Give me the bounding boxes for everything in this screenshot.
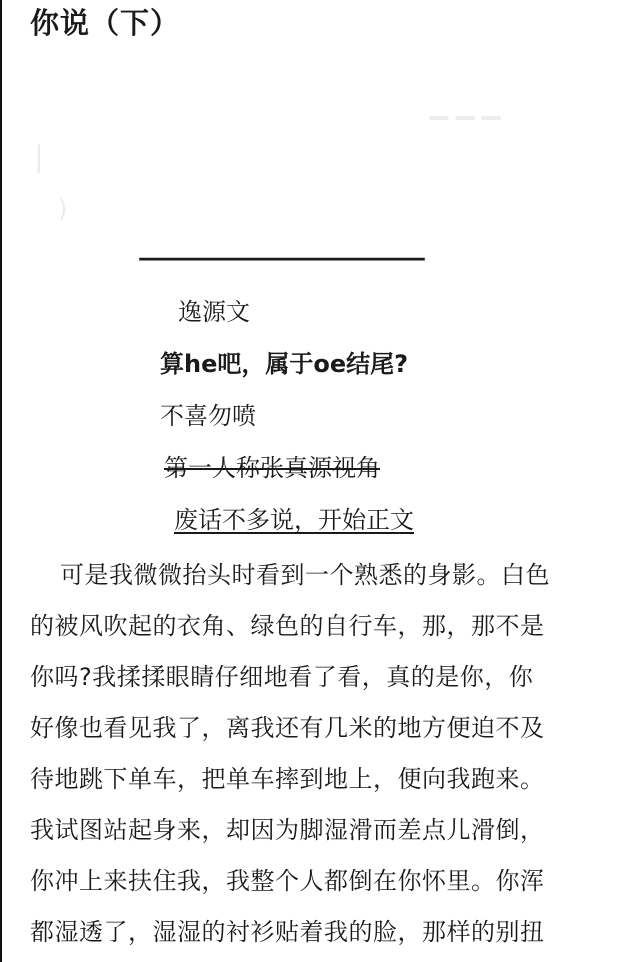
paragraph-line: 可是我微微抬头时看到一个熟悉的身影。白色 <box>60 561 550 589</box>
author-note: 逸源文 <box>178 298 250 326</box>
start-note: 废话不多说，开始正文 <box>174 506 414 534</box>
story-body <box>30 550 630 958</box>
paragraph-line: 好像也看见我了，离我还有几米的地方便迫不及 <box>30 714 545 742</box>
ending-note: 算he吧，属于oe结尾? <box>160 350 409 378</box>
paragraph-line: 待地跳下单车，把单车摔到地上，便向我跑来。 <box>30 765 545 793</box>
perspective-note: 第一人称张真源视角 <box>164 454 380 482</box>
paragraph-line: 我试图站起身来，却因为脚湿滑而差点儿滑倒， <box>30 816 545 844</box>
faded-mark: ▏ <box>38 145 57 173</box>
page-title: 你说（下） <box>30 6 181 40</box>
paragraph-line: 你冲上来扶住我，我整个人都倒在你怀里。你浑 <box>30 867 545 895</box>
paragraph-line: 你吗?我揉揉眼睛仔细地看了看，真的是你，你 <box>30 663 534 691</box>
left-border-line <box>0 0 2 962</box>
warning-note: 不喜勿喷 <box>160 402 256 430</box>
section-divider: ——————————————— <box>138 248 423 270</box>
paragraph-line: 的被风吹起的衣角、绿色的自行车，那，那不是 <box>30 612 545 640</box>
faded-mark: ) <box>58 195 68 223</box>
paragraph-line: 都湿透了，湿湿的衬衫贴着我的脸，那样的别扭 <box>30 918 545 946</box>
faded-mark: ▁ ▁ ▁ <box>430 92 501 120</box>
